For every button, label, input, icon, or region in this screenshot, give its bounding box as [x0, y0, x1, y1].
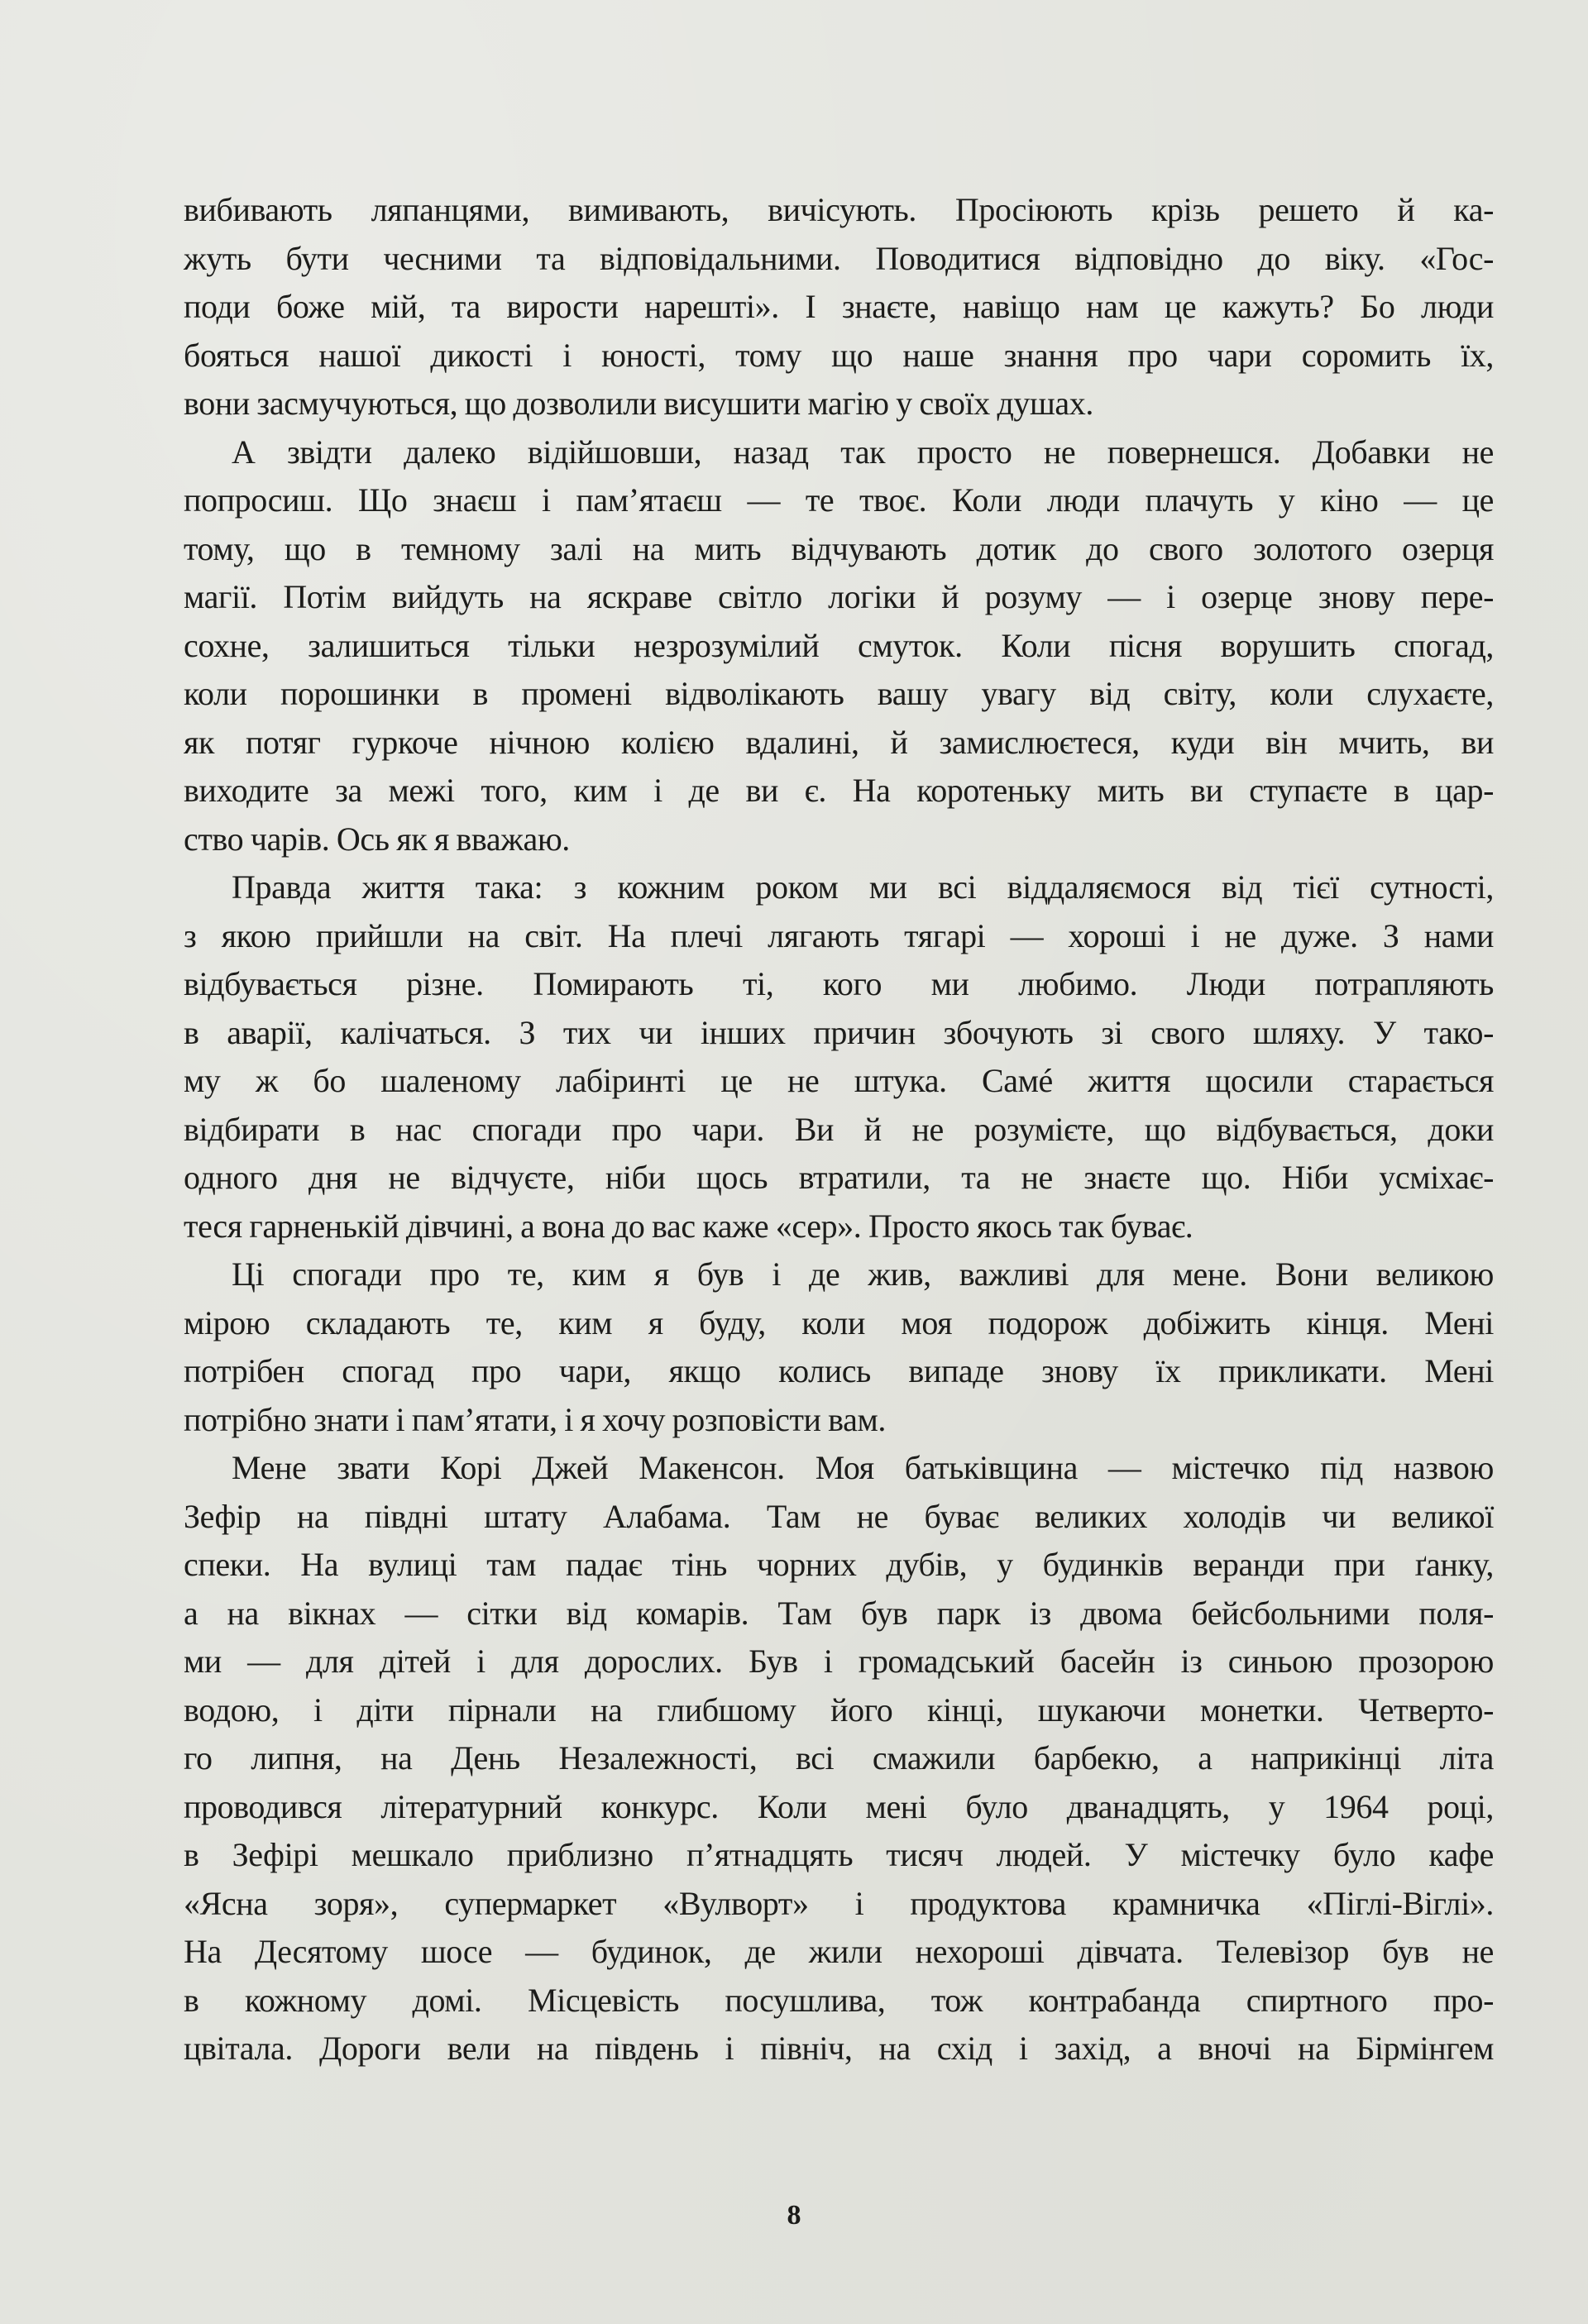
text-line: в аварії, калічаться. З тих чи інших причин збочують зі свого шляху. У тако-: [184, 1013, 1494, 1051]
text-line: тому, що в темному залі на мить відчувають дотик до свого золотого озерця: [184, 529, 1494, 567]
text-line: Ці спогади про те, ким я був і де жив, важливі для мене. Вони великою: [232, 1255, 1494, 1293]
text-line: з якою прийшли на світ. На плечі лягають тягарі — хороші і не дуже. З нами: [184, 916, 1494, 954]
text-line: магії. Потім вийдуть на яскраве світло логіки й розуму — і озерце знову пере-: [184, 578, 1494, 615]
text-line: ми — для дітей і для дорослих. Був і громадський басейн із синьою прозорою: [184, 1643, 1494, 1680]
text-line: А звідти далеко відійшовши, назад так просто не повернешся. Добавки не: [232, 433, 1494, 471]
text-line: «Ясна зоря», супермаркет «Вулворт» і продуктова крамничка «Піглі-Віглі».: [184, 1884, 1494, 1922]
text-line: відбирати в нас спогади про чари. Ви й не розумієте, що відбувається, доки: [184, 1110, 1494, 1148]
text-line: Мене звати Корі Джей Макенсон. Моя батьківщина — містечко під назвою: [232, 1449, 1494, 1486]
text-line: коли порошинки в промені відволікають вашу увагу від світу, коли слухаєте,: [184, 675, 1494, 712]
body-text: [184, 186, 1494, 2073]
text-line: одного дня не відчуєте, ніби щось втратили, та не знаєте що. Ніби усміхає-: [184, 1159, 1494, 1196]
paragraph: [184, 1444, 1494, 2073]
text-line: му ж бо шаленому лабіринті це не штука. Самé життя щосили старається: [184, 1062, 1494, 1099]
text-line: сохне, залишиться тільки незрозумілий смуток. Коли пісня ворушить спогад,: [184, 626, 1494, 664]
paragraph: [184, 428, 1494, 864]
text-line: потрібно знати і пам’ятати, і я хочу розповісти вам.: [184, 1400, 886, 1438]
text-line: жуть бути чесними та відповідальними. Поводитися відповідно до віку. «Гос-: [184, 239, 1494, 277]
text-line: в кожному домі. Місцевість посушлива, тож контрабанда спиртного про-: [184, 1981, 1494, 2019]
text-line: відбувається різне. Помирають ті, кого ми любимо. Люди потрапляють: [184, 965, 1494, 1002]
text-line: поди боже мій, та вирости нарешті». І знаєте, навіщо нам це кажуть? Бо люди: [184, 288, 1494, 325]
text-line: проводився літературний конкурс. Коли мені було дванадцять, у 1964 році,: [184, 1787, 1494, 1825]
text-line: го липня, на День Незалежності, всі смажили барбекю, а наприкінці літа: [184, 1739, 1494, 1776]
text-line: попросиш. Що знаєш і пам’ятаєш — те твоє. Коли люди плачуть у кіно — це: [184, 481, 1494, 519]
text-line: мірою складають те, ким я буду, коли моя подорож добіжить кінця. Мені: [184, 1303, 1494, 1341]
text-line: теся гарненькій дівчині, а вона до вас каже «сер». Просто якось так буває.: [184, 1207, 1193, 1245]
text-line: Правда життя така: з кожним роком ми всі віддаляємося від тієї сутності,: [232, 868, 1494, 906]
text-line: виходите за межі того, ким і де ви є. На коротеньку мить ви ступаєте в цар-: [184, 772, 1494, 809]
text-line: водою, і діти пірнали на глибшому його кінці, шукаючи монетки. Четверто-: [184, 1690, 1494, 1729]
page-number: 8: [787, 2200, 801, 2231]
text-line: в Зефірі мешкало приблизно п’ятнадцять тисяч людей. У містечку було кафе: [184, 1836, 1494, 1873]
text-line: На Десятому шосе — будинок, де жили нехороші дівчата. Телевізор був не: [184, 1933, 1494, 1970]
text-line: бояться нашої дикості і юності, тому що наше знання про чари соромить їх,: [184, 336, 1494, 374]
paragraph: [184, 186, 1494, 428]
paragraph: [184, 1250, 1494, 1444]
text-line: вибивають ляпанцями, вимивають, вичісують. Просіюють крізь решето й ка-: [184, 191, 1494, 228]
text-line: ство чарів. Ось як я вважаю.: [184, 820, 570, 858]
text-line: а на вікнах — сітки від комарів. Там був парк із двома бейсбольними поля-: [184, 1594, 1494, 1632]
text-line: потрібен спогад про чари, якщо колись випаде знову їх прикликати. Мені: [184, 1352, 1494, 1389]
text-line: спеки. На вулиці там падає тінь чорних дубів, у будинків веранди при ґанку,: [184, 1546, 1494, 1583]
text-line: вони засмучуються, що дозволили висушити магію у своїх душах.: [184, 385, 1093, 422]
text-line: Зефір на півдні штату Алабама. Там не буває великих холодів чи великої: [184, 1497, 1494, 1535]
paragraph: [184, 863, 1494, 1250]
text-line: як потяг гуркоче нічною колією вдалині, й замислюєтеся, куди він мчить, ви: [184, 723, 1494, 761]
text-line: цвітала. Дороги вели на південь і північ, на схід і захід, а вночі на Бірмінгем: [184, 2030, 1494, 2067]
